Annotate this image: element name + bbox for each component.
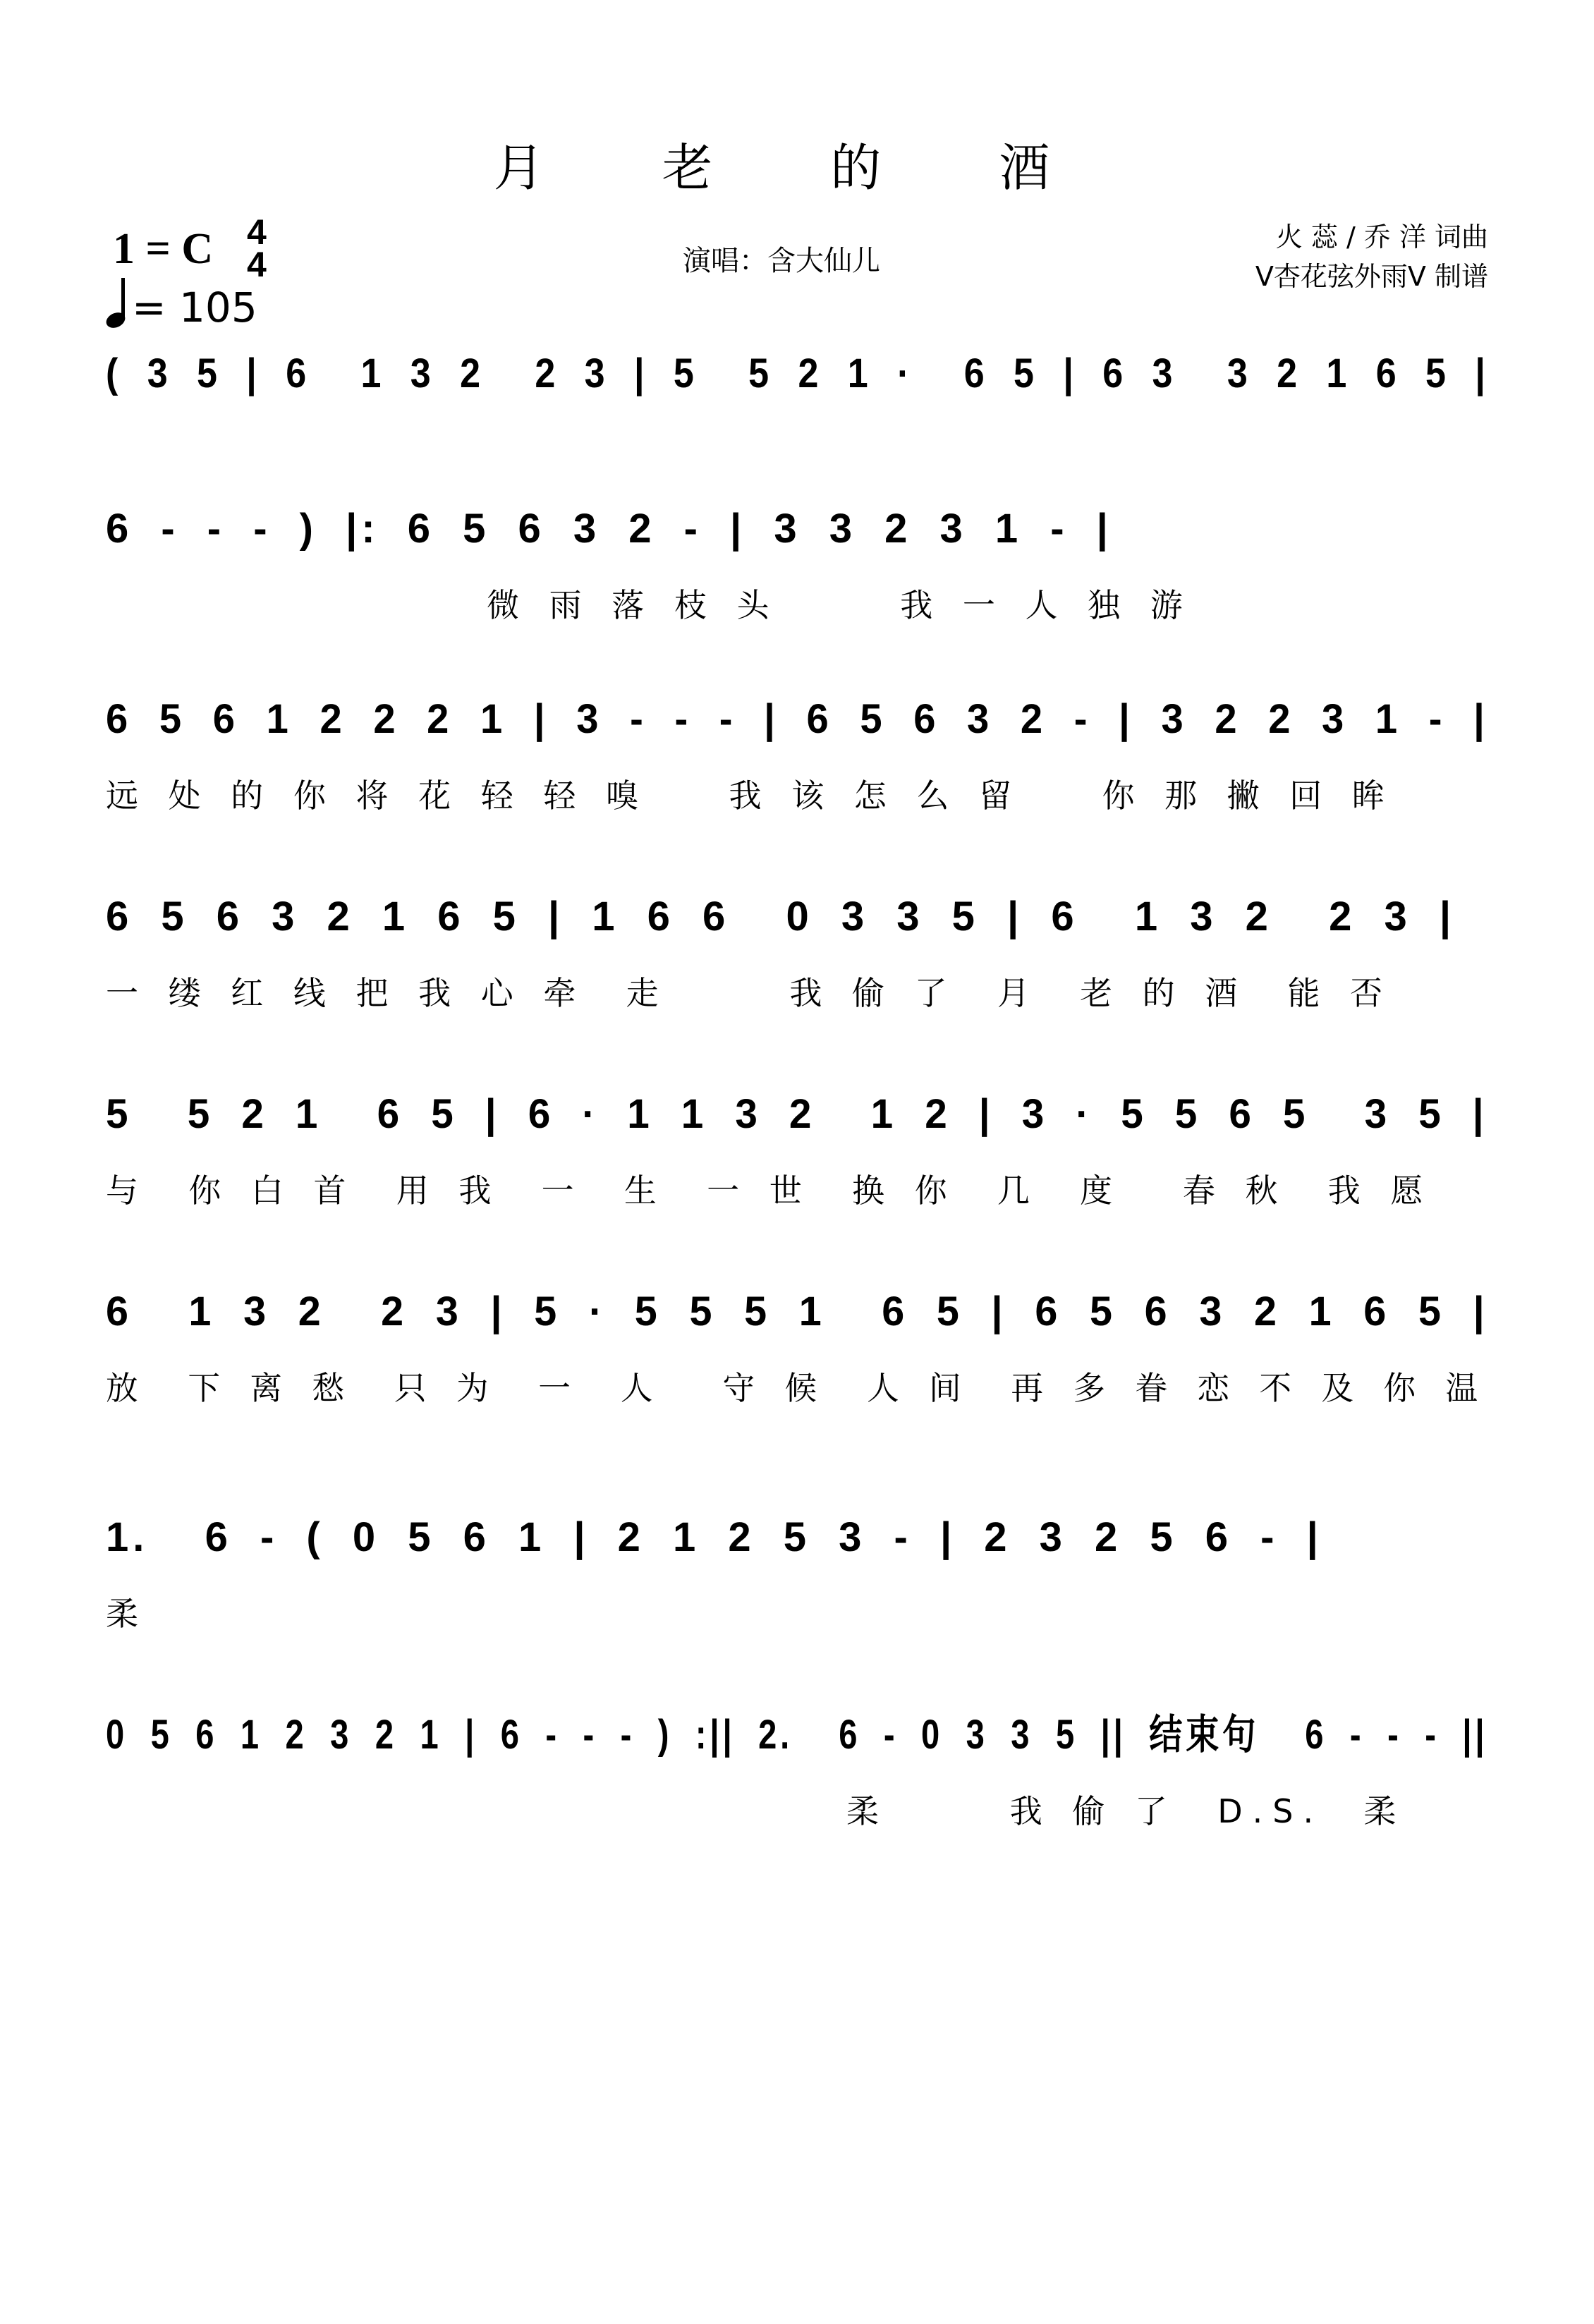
notation-line: 5 5 2 1 6 5 | 6 · 1 1 3 2 1 2 | 3 · 5 5 6 5 3 5 | xyxy=(106,1091,1488,1137)
score-row xyxy=(0,501,1594,684)
lyricist: 火 蕊 / 乔 洋 词曲 xyxy=(1275,221,1488,253)
score-row xyxy=(0,691,1594,875)
lyrics-line: 柔 我 偷 了 D.S. 柔 xyxy=(846,1792,1406,1830)
time-signature-bottom: 4 xyxy=(247,245,267,284)
score-row xyxy=(0,1086,1594,1270)
notation-line: 0 5 6 1 2 3 2 1 | 6 - - - ) :|| 2. 6 - 0 3 3 5 || 结束句 6 - - - || xyxy=(106,1712,1488,1758)
notation-line: 6 - - - ) |: 6 5 6 3 2 - | 3 3 2 3 1 - | xyxy=(106,506,1112,552)
lyrics-line: 放 下 离 愁 只 为 一 人 守 候 人 间 再 多 眷 恋 不 及 你 温 xyxy=(106,1369,1487,1407)
notation-line: 6 5 6 1 2 2 2 1 | 3 - - - | 6 5 6 3 2 - | 3 2 2 3 1 - | xyxy=(106,696,1489,742)
lyrics-line: 一 缕 红 线 把 我 心 牵 走 我 偷 了 月 老 的 酒 能 否 xyxy=(106,974,1393,1012)
lyrics-line: 远 处 的 你 将 花 轻 轻 嗅 我 该 怎 么 留 你 那 撇 回 眸 xyxy=(106,777,1394,815)
time-signature xyxy=(247,212,267,284)
song-title: 月 老 的 酒 xyxy=(493,138,1101,197)
notation-line: 6 5 6 3 2 1 6 5 | 1 6 6 0 3 3 5 | 6 1 3 2 2 3 | xyxy=(106,894,1456,939)
score-row xyxy=(0,1509,1594,1693)
score-row xyxy=(0,1284,1594,1467)
tempo-marking xyxy=(106,281,257,331)
credits xyxy=(1255,217,1488,296)
tempo-value: = 105 xyxy=(132,284,257,331)
transcriber: V杏花弦外雨V 制谱 xyxy=(1255,261,1488,292)
lyrics-line: 与 你 白 首 用 我 一 生 一 世 换 你 几 度 春 秋 我 愿 xyxy=(106,1172,1433,1210)
time-signature-top: 4 xyxy=(247,212,267,252)
score-row xyxy=(0,1707,1594,1890)
singer: 演唱：含大仙儿 xyxy=(683,245,880,277)
notation-line: 1. 6 - ( 0 5 6 1 | 2 1 2 5 3 - | 2 3 2 5 6 - | xyxy=(106,1514,1322,1560)
lyrics-line: 微 雨 落 枝 头 我 一 人 独 游 xyxy=(487,586,1193,624)
notation-line: 6 1 3 2 2 3 | 5 · 5 5 5 1 6 5 | 6 5 6 3 2 1 6 5 | xyxy=(106,1289,1489,1334)
key-signature: 1 = C xyxy=(113,225,214,273)
notation-line: ( 3 5 | 6 1 3 2 2 3 | 5 5 2 1 · 6 5 | 6 3 3 2 1 6 5 | xyxy=(106,351,1490,396)
score-row xyxy=(0,889,1594,1072)
lyrics-line xyxy=(106,425,1488,467)
lyrics-line: 柔 xyxy=(106,1595,148,1633)
quarter-note-stem-icon xyxy=(121,278,125,319)
